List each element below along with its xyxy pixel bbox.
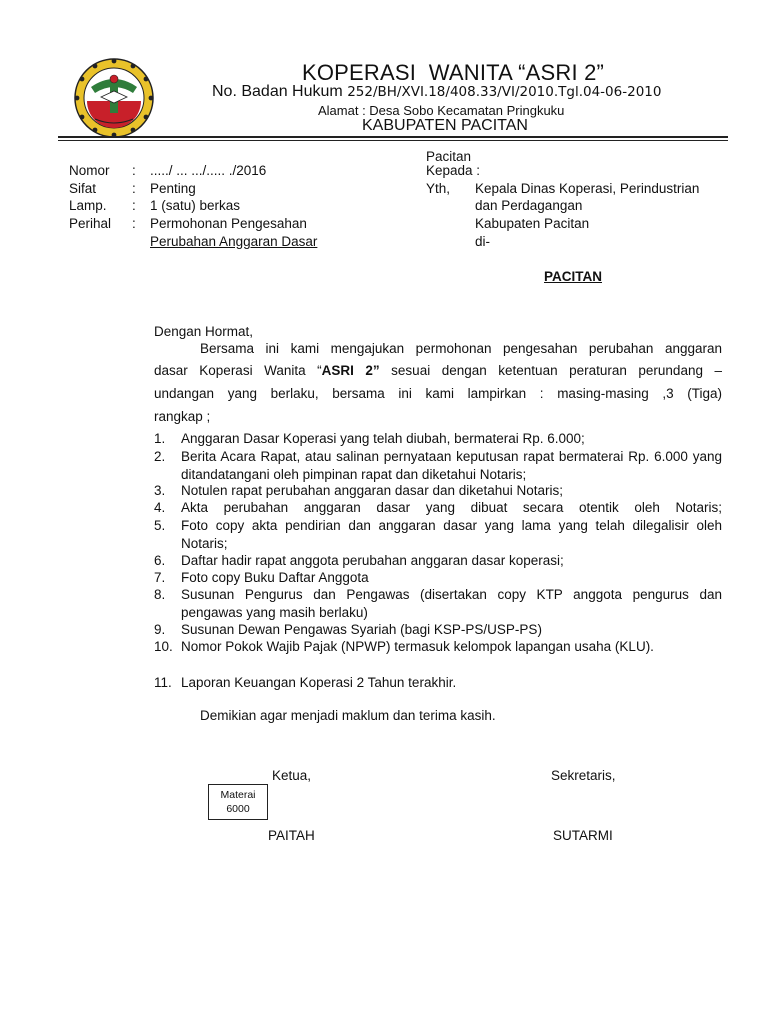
paragraph-line-1: Bersama ini kami mengajukan permohonan pengesahan perubahan anggaran xyxy=(200,341,722,356)
revenue-stamp-box xyxy=(208,784,268,820)
list-number: 2. xyxy=(154,449,166,464)
header-divider-thin xyxy=(58,140,728,141)
list-number: 6. xyxy=(154,553,166,568)
list-text: Foto copy Buku Daftar Anggota xyxy=(181,570,369,585)
secretary-title: Sekretaris, xyxy=(551,768,616,783)
sifat-value: Penting xyxy=(150,181,196,196)
list-number: 9. xyxy=(154,622,166,637)
cooperative-name-bold: ASRI 2” xyxy=(321,363,380,378)
list-number: 5. xyxy=(154,518,166,533)
paragraph-line-2-end: sesuai dengan ketentuan peraturan perundang – xyxy=(379,363,722,378)
lamp-label: Lamp. xyxy=(69,198,107,213)
list-text: Daftar hadir rapat anggota perubahan anggaran dasar koperasi; xyxy=(181,553,564,568)
list-number: 1. xyxy=(154,431,166,446)
registration-line xyxy=(212,83,661,101)
list-text: Akta perubahan anggaran dasar yang dibuat secara otentik oleh Notaris; xyxy=(181,500,722,515)
nomor-value: ...../ ... .../..... ./2016 xyxy=(150,163,267,178)
chair-name: PAITAH xyxy=(268,828,315,843)
list-text: Laporan Keuangan Koperasi 2 Tahun terakhir. xyxy=(181,675,457,690)
header-divider xyxy=(58,136,728,138)
sifat-colon: : xyxy=(132,181,136,196)
perihal-label: Perihal xyxy=(69,216,112,231)
recipient-line-3: Kabupaten Pacitan xyxy=(475,216,590,231)
list-number: 7. xyxy=(154,570,166,585)
paragraph-line-3: undangan yang berlaku, bersama ini kami lampirkan : masing-masing ,3 (Tiga) xyxy=(154,386,722,401)
list-text: Foto copy akta pendirian dan anggaran dasar yang lama yang telah dilegalisir oleh Notaris; xyxy=(181,518,722,551)
list-text: Susunan Pengurus dan Pengawas (disertakan copy KTP anggota pengurus dan pengawas yang masih berlaku) xyxy=(181,587,722,620)
registration-number: 252/BH/XVI.18/408.33/VI/2010.Tgl.04-06-2010 xyxy=(347,84,662,100)
paragraph-line-4: rangkap ; xyxy=(154,409,211,424)
list-item xyxy=(154,552,722,570)
list-item xyxy=(154,499,722,517)
lamp-value: 1 (satu) berkas xyxy=(150,198,241,213)
list-item xyxy=(154,674,722,692)
stamp-value: 6000 xyxy=(226,803,250,815)
recipient-city: PACITAN xyxy=(544,269,602,284)
nomor-label: Nomor xyxy=(69,163,110,178)
registration-label: No. Badan Hukum xyxy=(212,83,348,100)
lamp-colon: : xyxy=(132,198,136,213)
perihal-value-2: Perubahan Anggaran Dasar xyxy=(150,234,318,249)
list-item xyxy=(154,621,722,639)
list-item xyxy=(154,448,722,484)
nomor-colon: : xyxy=(132,163,136,178)
chair-title: Ketua, xyxy=(272,768,312,783)
list-text: Susunan Dewan Pengawas Syariah (bagi KSP-PS/USP-PS) xyxy=(181,622,542,637)
list-item xyxy=(154,517,722,553)
yth-label: Yth, xyxy=(426,181,451,196)
organization-address: Alamat : Desa Sobo Kecamatan Pringkuku xyxy=(318,103,565,118)
list-text: Nomor Pokok Wajib Pajak (NPWP) termasuk kelompok lapangan usaha (KLU). xyxy=(181,639,654,654)
perihal-colon: : xyxy=(132,216,136,231)
recipient-line-2: dan Perdagangan xyxy=(475,198,583,213)
list-item xyxy=(154,638,722,674)
list-text: Anggaran Dasar Koperasi yang telah diubah, bermaterai Rp. 6.000; xyxy=(181,431,585,446)
list-number: 11. xyxy=(154,675,172,690)
list-text: Berita Acara Rapat, atau salinan pernyataan keputusan rapat bermaterai Rp. 6.000 yang ditandatangani oleh pimpinan rapat dan diketahui Notaris; xyxy=(181,449,722,482)
closing-sentence: Demikian agar menjadi maklum dan terima kasih. xyxy=(200,708,496,723)
list-item xyxy=(154,586,722,622)
sifat-label: Sifat xyxy=(69,181,97,196)
recipient-line-4: di- xyxy=(475,234,491,249)
secretary-name: SUTARMI xyxy=(553,828,613,843)
paragraph-line-2 xyxy=(154,362,722,379)
greeting: Dengan Hormat, xyxy=(154,324,254,339)
list-number: 8. xyxy=(154,587,166,602)
perihal-value-1: Permohonan Pengesahan xyxy=(150,216,307,231)
kepada-label: Kepada : xyxy=(426,163,481,178)
list-text: Notulen rapat perubahan anggaran dasar dan diketahui Notaris; xyxy=(181,483,564,498)
stamp-label: Materai xyxy=(220,789,256,801)
list-item xyxy=(154,569,722,587)
list-item xyxy=(154,430,722,448)
list-number: 4. xyxy=(154,500,166,515)
paragraph-line-2-start: dasar Koperasi Wanita “ xyxy=(154,363,322,378)
list-number: 3. xyxy=(154,483,166,498)
organization-name: KOPERASI WANITA “ASRI 2” xyxy=(302,60,605,85)
place: Pacitan xyxy=(426,149,472,164)
cooperative-logo xyxy=(73,57,155,139)
list-number: 10. xyxy=(154,639,173,654)
regency-name: KABUPATEN PACITAN xyxy=(362,117,528,134)
list-item xyxy=(154,482,722,500)
recipient-line-1: Kepala Dinas Koperasi, Perindustrian xyxy=(475,181,700,196)
